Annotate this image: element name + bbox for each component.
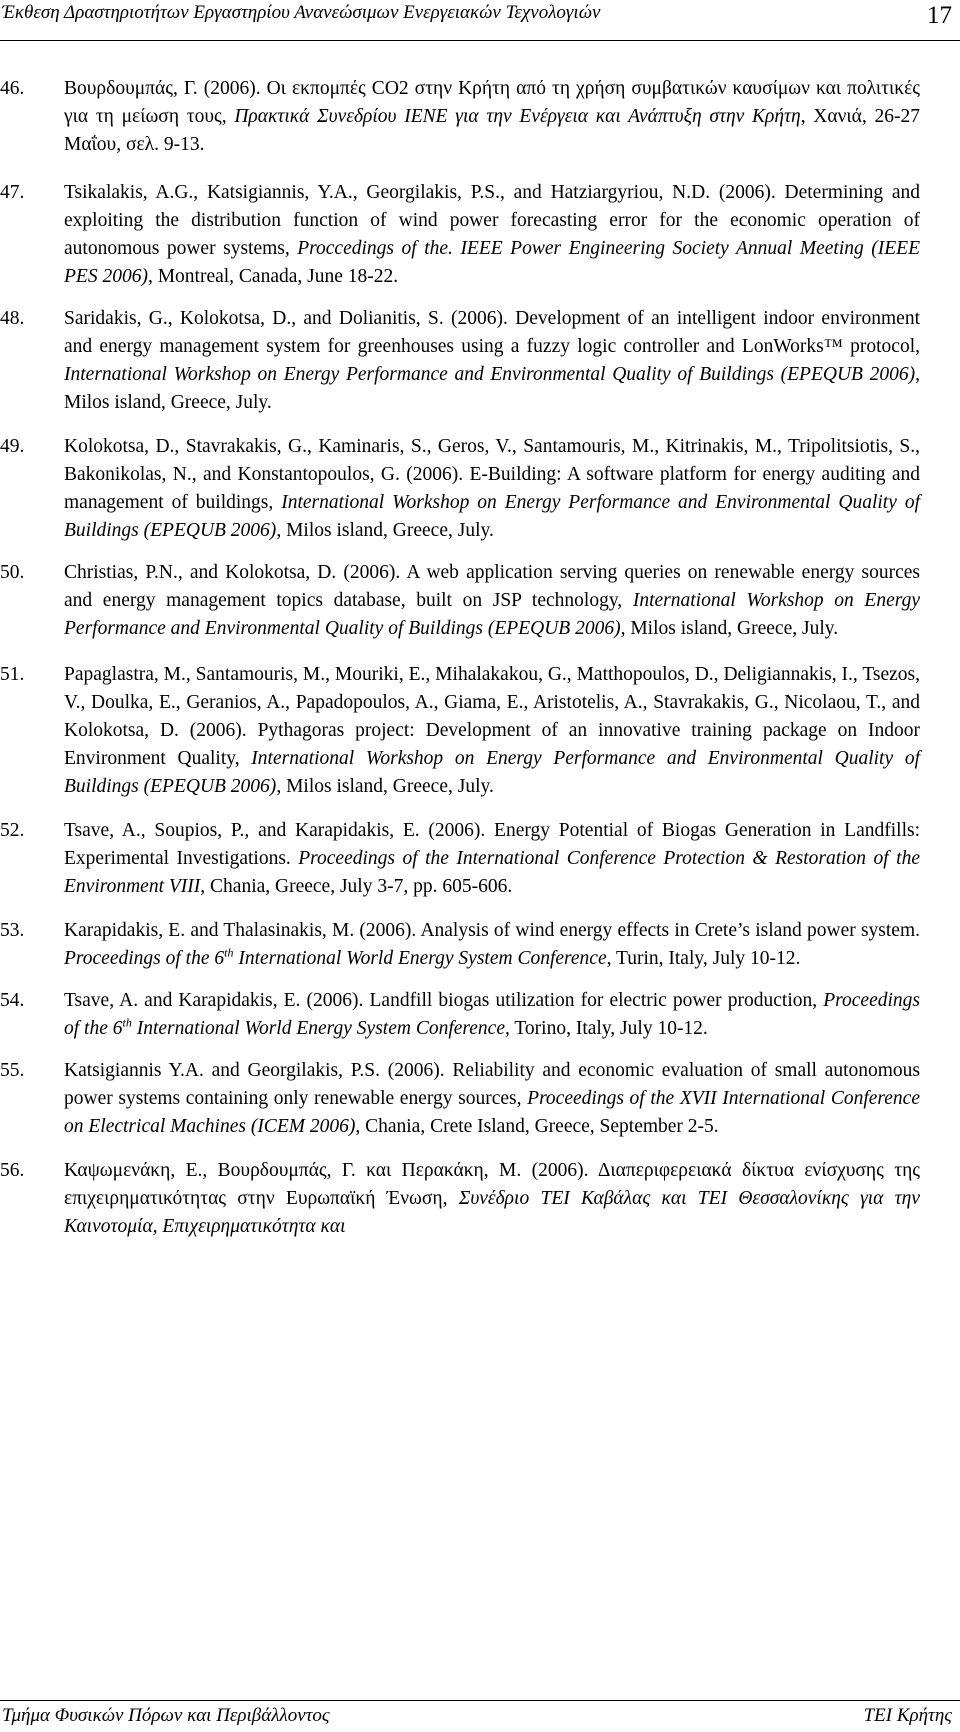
reference-text: , Milos island, Greece, July. xyxy=(620,618,839,639)
reference-text: , Turin, Italy, July 10-12. xyxy=(606,948,801,969)
reference-number: 51. xyxy=(0,664,25,685)
reference-text: , Torino, Italy, July 10-12. xyxy=(504,1018,708,1039)
reference-italic-text: Proceedings of the International Conference Protection & Restoration of the Environment VIII xyxy=(64,848,920,897)
reference-item xyxy=(0,559,920,643)
reference-item xyxy=(0,433,920,545)
reference-item xyxy=(0,661,920,801)
reference-number: 47. xyxy=(0,182,25,203)
reference-item xyxy=(0,305,920,417)
reference-text: Tsikalakis, A.G., Katsigiannis, Y.A., Georgilakis, P.S., and Hatziargyriou, N.D. (2006). Determining and exploiting the distribution function of wind power forecasting error for the economic operation of autonomous power systems, xyxy=(64,182,920,259)
reference-text: , Χανιά, 26-27 Μαΐου, σελ. 9-13. xyxy=(64,106,920,155)
reference-italic-text: IEEE Power Engineering Society Annual Meeting (IEEE PES 2006) xyxy=(64,238,920,287)
reference-text: , Montreal, Canada, June 18-22. xyxy=(147,266,399,287)
reference-italic-text: th xyxy=(224,945,234,960)
reference-text: , Chania, Greece, July 3-7, pp. 605-606. xyxy=(200,876,513,897)
reference-item xyxy=(0,987,920,1043)
reference-text: , Milos island, Greece, July. xyxy=(276,520,494,541)
reference-text: Καψωμενάκη, Ε., Βουρδουμπάς, Γ. και Περακάκη, Μ. (2006). Διαπεριφερειακά δίκτυα ενίσχυσης της επιχειρηματικότητας στην Ευρωπαϊκή Ένωση, xyxy=(64,1160,920,1209)
reference-item xyxy=(0,75,920,159)
reference-italic-text: Proceedings of the XVII International Conference on Electrical Machines (ICEM 2006) xyxy=(64,1088,920,1137)
reference-italic-text: Proceedings of the 6 xyxy=(64,948,225,969)
reference-text: Karapidakis, E. and Thalasinakis, M. (2006). Analysis of wind energy effects in Crete’s island power system. xyxy=(64,920,920,941)
footer-institution: ΤΕΙ Κρήτης xyxy=(863,1705,952,1726)
reference-italic-text: Proccedings of the. xyxy=(297,238,453,259)
header-title: Έκθεση Δραστηριοτήτων Εργαστηρίου Ανανεώσιμων Ενεργειακών Τεχνολογιών xyxy=(2,2,601,23)
reference-item xyxy=(0,817,920,901)
reference-text: Christias, P.N., and Kolokotsa, D. (2006). A web application serving queries on renewable energy sources and energy management topics database, built on JSP technology, xyxy=(64,562,920,611)
reference-italic-text: International Workshop on Energy Performance and Environmental Quality of Buildings (EPEQUB 2006) xyxy=(64,590,921,639)
reference-item xyxy=(0,1057,920,1141)
reference-italic-text: International World Energy System Conference xyxy=(233,948,607,969)
reference-item xyxy=(0,1157,920,1241)
reference-number: 54. xyxy=(0,990,25,1011)
reference-number: 56. xyxy=(0,1160,25,1181)
reference-number: 55. xyxy=(0,1060,25,1081)
reference-item xyxy=(0,179,920,291)
reference-text: , Chania, Crete Island, Greece, September 2-5. xyxy=(355,1116,719,1137)
reference-text: Katsigiannis Y.A. and Georgilakis, P.S. (2006). Reliability and economic evaluation of small autonomous power systems containing only renewable energy sources, xyxy=(64,1060,920,1109)
reference-italic-text: th xyxy=(122,1015,132,1030)
page-number: 17 xyxy=(927,2,952,29)
reference-italic-text: Συνέδριο ΤΕΙ Καβάλας και ΤΕΙ Θεσσαλονίκης για την Καινοτομία, Επιχειρηματικότητα και xyxy=(64,1188,920,1237)
reference-text: Saridakis, G., Kolokotsa, D., and Dolianitis, S. (2006). Development of an intelligent indoor environment and energy management system for greenhouses using a fuzzy logic controller and LonWorks™ protocol, xyxy=(64,308,920,357)
reference-list xyxy=(0,75,920,1255)
reference-italic-text: International Workshop on Energy Performance and Environmental Quality of Buildings (EPEQUB 2006) xyxy=(64,364,916,385)
reference-text: Tsave, A., Soupios, P., and Karapidakis, E. (2006). Energy Potential of Biogas Generation in Landfills: Experimental Investigations. xyxy=(64,820,920,869)
reference-text: Tsave, A. and Karapidakis, E. (2006). Landfill biogas utilization for electric power production, xyxy=(64,990,824,1011)
reference-text: Kolokotsa, D., Stavrakakis, G., Kaminaris, S., Geros, V., Santamouris, M., Kitrinakis, M., Tripolitsiotis, S., Bakonikolas, N., and Konstantopoulos, G. (2006). E-Building: A software platform for energy auditing and management of buildings, xyxy=(64,436,920,513)
page-footer xyxy=(0,1700,960,1732)
footer-department: Τμήμα Φυσικών Πόρων και Περιβάλλοντος xyxy=(2,1705,330,1726)
reference-number: 50. xyxy=(0,562,25,583)
reference-number: 52. xyxy=(0,820,25,841)
reference-number: 48. xyxy=(0,308,25,329)
reference-item xyxy=(0,917,920,973)
reference-italic-text: Proceedings of the 6 xyxy=(64,990,920,1039)
reference-italic-text: Πρακτικά Συνεδρίου ΙΕΝΕ για την Ενέργεια και Ανάπτυξη στην Κρήτη xyxy=(234,106,801,127)
reference-italic-text: International World Energy System Conference xyxy=(131,1018,505,1039)
reference-number: 53. xyxy=(0,920,25,941)
reference-text: Papaglastra, M., Santamouris, M., Mouriki, E., Mihalakakou, G., Matthopoulos, D., Deligiannakis, I., Tsezos, V., Doulka, E., Geranios, A., Papadopoulos, A., Giama, E., Aristotelis, A., Stavrakakis, G., Nicolaou, T., and Kolokotsa, D. (2006). Pythagoras project: Development of an innovative training package on Indoor Environment Quality, xyxy=(64,664,920,769)
reference-text: , Milos island, Greece, July. xyxy=(276,776,494,797)
reference-number: 46. xyxy=(0,78,25,99)
reference-italic-text: International Workshop on Energy Performance and Environmental Quality of Buildings (EPEQUB 2006) xyxy=(64,492,920,541)
page-header xyxy=(0,0,960,41)
reference-text: Βουρδουμπάς, Γ. (2006). Οι εκπομπές CO2 στην Κρήτη από τη χρήση συμβατικών καυσίμων και πολιτικές για τη μείωση τους, xyxy=(64,78,920,127)
reference-number: 49. xyxy=(0,436,25,457)
reference-text: , Milos island, Greece, July. xyxy=(64,364,920,413)
reference-italic-text: International Workshop on Energy Performance and Environmental Quality of Buildings (EPEQUB 2006) xyxy=(64,748,920,797)
